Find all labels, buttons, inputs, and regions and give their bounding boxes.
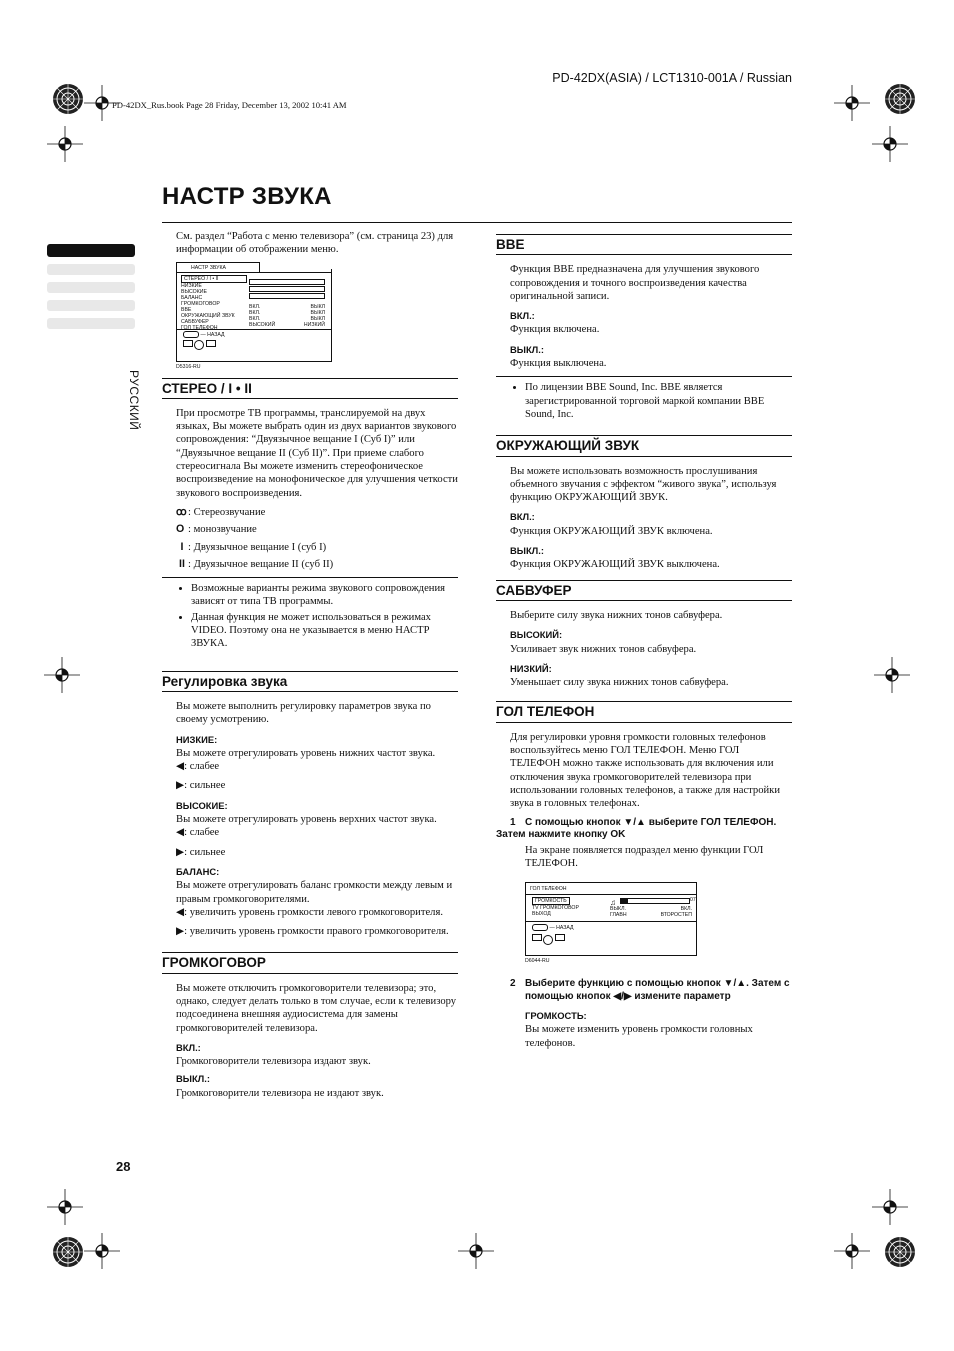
crosshair-mark: [45, 1187, 85, 1227]
left-arrow-icon: ◀: [176, 906, 185, 918]
screen-code: D5316-RU: [176, 363, 201, 370]
surround-off-text: Функция ОКРУЖАЮЩИЙ ЗВУК выключена.: [510, 559, 720, 571]
headphone-item-selected: ГРОМКОСТЬ: [532, 897, 570, 905]
note-item: • Возможные варианты режима звукового сопровождения зависят от типа ТВ программы.: [191, 582, 458, 609]
balance-label: БАЛАНС:: [176, 865, 220, 877]
bbe-notes: [496, 376, 792, 421]
volume-text: Вы можете изменить уровень громкости головных телефонов.: [525, 1024, 753, 1049]
high-label: ВЫСОКИЕ:: [176, 799, 228, 811]
dpad-icon: [194, 340, 204, 350]
note-item: • Данная функция не может использоваться в режимах VIDEO. Поэтому она не указывается в меню НАСТР ЗВУКА.: [191, 611, 458, 651]
high-text: Вы можете отрегулировать уровень верхних частот звука.: [176, 814, 437, 826]
dpad-icon: [543, 935, 553, 945]
side-tab: [47, 318, 135, 329]
menu-item-selected: СТЕРЕО / I • II: [181, 275, 247, 283]
menu-item: БАЛАНС: [181, 294, 203, 301]
low-label: НИЗКИЕ:: [176, 733, 218, 745]
subwoofer-high-label: ВЫСОКИЙ:: [510, 629, 563, 641]
left-column: См. раздел “Работа с меню телевизора” (см. страница 23) для информации об отображении меню. НАСТР ЗВУКА СТЕРЕО / I • II НИЗКИЕ ВЫСОКИЕ БАЛАНС ГРОМКОГОВОР BBE ОКРУЖАЮЩИЙ ЗВУК САБВУФЕР ГОЛ ТЕЛЕФОН ВКЛ. ВЫКЛ ВКЛ. ВЫКЛ ВКЛ. ВЫКЛ ВЫСОКИЙ НИЗКИЙ — НАЗАД D5316-RU СТЕРЕО / I • II При просмотре ТВ программы, транслируемой на двух языках, Вы можете выбрать один из двух вариантов звукового сопровождения: “Двуязычное вещание I (Суб I)” или “Двуязычное вещание II (Суб II)”. При приеме слабого стереосигнала Вы можете изменить стереофоническое воспроизведение на монофоническое для улучшения четкости звукового воспроизведения. ꝏ: Стереозвучание O : монозвучание I : Двуязычное вещание I (суб I) II : Двуязычное вещание II (суб II) • Возможные варианты режима звукового сопровождения зависят от типа ТВ программы. • Данная функция не может использоваться в режимах VIDEO. Поэтому она не указывается в меню НАСТР ЗВУКА. Регулировка звука Вы можете выполнить регулировку параметров звука по своему усмотрению. НИЗКИЕ: Вы можете отрегулировать уровень нижних частот звука. ◀: слабее ▶: сильнее ВЫСОКИЕ: Вы можете отрегулировать уровень верхних частот звука. ◀: слабее ▶: сильнее БАЛАНС: Вы можете отрегулировать баланс громкости между левым и правым громкоговорителями. ◀: увеличить уровень громкости левого громкоговорителя. ▶: увеличить уровень громкости правого громкоговорителя. ГРОМКОГОВОР Вы можете отключить громкоговорители телевизора; это, однако, следует делать только в том случае, если к телевизору подсоединена внешняя аудиосистема для замены громкоговорителей телевизора. ВКЛ.: Громкоговорители телевизора издают звук. ВЫКЛ.: Громкоговорители телевизора не издают звук.: [162, 230, 458, 1100]
crosshair-mark: [832, 83, 872, 123]
headphone-item: TV ГРОМКОГОВОР: [532, 905, 579, 912]
menu-item: BBE: [181, 306, 192, 313]
crosshair-mark: [870, 124, 910, 164]
bbe-off-text: Функция выключена.: [510, 358, 607, 370]
back-hint: — НАЗАД: [532, 924, 574, 931]
audio-mode-legend: ꝏ: Стереозвучание O : монозвучание I : Двуязычное вещание I (суб I) II : Двуязычное вещание II (суб II): [176, 505, 334, 570]
right-arrow-icon: ▶: [176, 926, 185, 938]
crosshair-mark: [82, 83, 122, 123]
dual-one-icon: I: [180, 540, 184, 553]
crosshair-mark: [872, 655, 912, 695]
menu-item: ВЫСОКИЕ: [181, 288, 207, 295]
speaker-off-label: ВЫКЛ.:: [176, 1073, 210, 1085]
side-tab: [47, 264, 135, 275]
balance-text: Вы можете отрегулировать баланс громкости между левым и правым громкоговорителями.: [176, 880, 453, 905]
document-id: PD-42DX(ASIA) / LCT1310-001A / Russian: [552, 71, 792, 85]
ok-icon: [206, 340, 216, 347]
speaker-off-text: Громкоговорители телевизора не издают звук.: [176, 1087, 384, 1099]
stereo-notes: [162, 577, 458, 650]
option-main: ГЛАВН: [610, 912, 627, 919]
back-hint: — НАЗАД: [183, 331, 225, 338]
headphone-menu-screen: [525, 882, 697, 956]
crop-target-mark: [880, 79, 920, 119]
remote-button-icon: [183, 331, 199, 338]
surround-on-label: ВКЛ.:: [510, 511, 535, 523]
volume-bar: [620, 898, 690, 904]
book-line: PD-42DX_Rus.book Page 28 Friday, December 13, 2002 10:41 AM: [112, 100, 347, 110]
section-heading-speaker: ГРОМКОГОВОР: [162, 952, 458, 973]
sound-menu-screen: [176, 264, 332, 362]
nav-hint: [532, 934, 565, 945]
section-heading-adjust: Регулировка звука: [162, 671, 458, 692]
language-label: РУССКИЙ: [127, 370, 141, 431]
title-divider: [162, 222, 792, 223]
surround-on-text: Функция ОКРУЖАЮЩИЙ ЗВУК включена.: [510, 525, 713, 537]
crosshair-mark: [870, 1187, 910, 1227]
step-2: 2 Выберите функцию с помощью кнопок ▼/▲. Затем с помощью кнопок ◀/▶ измените параметр: [510, 978, 790, 1002]
speaker-text: Вы можете отключить громкоговорители телевизора; это, однако, следует делать только в том случае, если к телевизору подсоединена внешняя аудиосистема для замены громкоговорителей телевизора.: [176, 982, 457, 1034]
bbe-on-text: Функция включена.: [510, 324, 600, 336]
crosshair-mark: [832, 1231, 872, 1271]
section-heading-headphone: ГОЛ ТЕЛЕФОН: [496, 701, 792, 722]
stereo-icon: ꝏ: [176, 505, 187, 518]
surround-text: Вы можете использовать возможность прослушивания объемного звучания с эффектом “живого звука”, используя функцию ОКРУЖАЮЩИЙ ЗВУК.: [510, 465, 777, 504]
menu-item: НИЗКИЕ: [181, 282, 202, 289]
crosshair-mark: [42, 655, 82, 695]
screen-code: D6044-RU: [525, 958, 550, 965]
menu-item: САБВУФЕР: [181, 318, 209, 325]
bbe-on-label: ВКЛ.:: [510, 310, 535, 322]
option-secondary: ВТОРОСТЕП: [660, 912, 692, 919]
crosshair-mark: [82, 1231, 122, 1271]
step-1: 1 С помощью кнопок ▼/▲ выберите ГОЛ ТЕЛЕФОН. Затем нажмите кнопку OK: [496, 816, 777, 840]
speaker-on-text: Громкоговорители телевизора издают звук.: [176, 1056, 371, 1068]
section-heading-bbe: BBE: [496, 234, 792, 255]
ok-icon: [555, 934, 565, 941]
remote-button-icon: [532, 924, 548, 931]
mono-icon: O: [176, 523, 185, 536]
menu-values: ВКЛ. ВЫКЛ ВКЛ. ВЫКЛ ВКЛ. ВЫКЛ ВЫСОКИЙ НИЗКИЙ: [249, 303, 325, 328]
headphone-text: Для регулировки уровня громкости головных телефонов воспользуйтесь меню ГОЛ ТЕЛЕФОН. Меню ГОЛ ТЕЛЕФОН можно также использовать для включения или отключения звука громкоговорителей телевизора при использовании головных телефонов, а также для настройки звука в головных телефонах.: [510, 731, 780, 810]
right-arrow-icon: ▶: [176, 846, 185, 858]
page-number: 28: [116, 1159, 131, 1174]
side-tab-active: [47, 244, 135, 257]
subwoofer-high-text: Усиливает звук нижних тонов сабвуфера.: [510, 643, 697, 655]
subwoofer-low-text: Уменьшает силу звука нижних тонов сабвуфера.: [510, 677, 729, 689]
section-heading-subwoofer: САБВУФЕР: [496, 580, 792, 601]
menu-item: ОКРУЖАЮЩИЙ ЗВУК: [181, 312, 235, 319]
menu-item: ГРОМКОГОВОР: [181, 300, 220, 307]
speaker-on-label: ВКЛ.:: [176, 1041, 201, 1053]
surround-off-label: ВЫКЛ.:: [510, 545, 544, 557]
menu-screen-title: НАСТР ЗВУКА: [176, 262, 260, 273]
menu-level-bars: [249, 279, 325, 297]
left-arrow-icon: ◀: [176, 761, 185, 773]
option-off: ВЫКЛ.: [610, 906, 626, 913]
page-title: НАСТР ЗВУКА: [162, 183, 332, 210]
bbe-text: Функция BBE предназначена для улучшения звукового сопровождения и точного воспроизведения качества оригинальной записи.: [510, 264, 760, 302]
intro-text: См. раздел “Работа с меню телевизора” (см. страница 23) для информации об отображении меню.: [176, 231, 454, 256]
dual-two-icon: II: [179, 557, 185, 570]
tv-icon: [532, 934, 542, 941]
headphone-icon: ♫: [610, 898, 616, 908]
volume-label: ГРОМКОСТЬ:: [525, 1010, 587, 1022]
volume-level: 07: [690, 897, 696, 904]
section-heading-stereo: СТЕРЕО / I • II: [162, 378, 458, 399]
crop-target-mark: [880, 1232, 920, 1272]
left-arrow-icon: ◀: [176, 827, 185, 839]
tv-icon: [183, 340, 193, 347]
option-on: ВКЛ.: [680, 906, 692, 913]
low-text: Вы можете отрегулировать уровень нижних частот звука.: [176, 747, 436, 759]
right-column: [496, 230, 792, 1050]
bbe-off-label: ВЫКЛ.:: [510, 343, 544, 355]
section-heading-surround: ОКРУЖАЮЩИЙ ЗВУК: [496, 435, 792, 456]
ok-button-icon: OK: [610, 829, 626, 840]
adjust-text: Вы можете выполнить регулировку параметров звука по своему усмотрению.: [176, 700, 431, 726]
headphone-screen-title: ГОЛ ТЕЛЕФОН: [530, 886, 567, 893]
menu-item-list: [181, 275, 247, 331]
step-1-note: На экране появляется подраздел меню функции ГОЛ ТЕЛЕФОН.: [525, 844, 764, 869]
side-tab: [47, 300, 135, 311]
crosshair-mark: [45, 124, 85, 164]
right-arrow-icon: ▶: [176, 780, 185, 792]
side-tab: [47, 282, 135, 293]
nav-hint: [183, 340, 216, 351]
stereo-text: При просмотре ТВ программы, транслируемой на двух языках, Вы можете выбрать один из двух вариантов звукового сопровождения: “Двуязычное вещание I (Суб I)” или “Двуязычное вещание II (Суб II)”. При приеме слабого стереосигнала Вы можете изменить стереофоническое воспроизведение на монофоническое для улучшения четкости звукового воспроизведения.: [176, 407, 458, 499]
subwoofer-low-label: НИЗКИЙ:: [510, 662, 552, 674]
note-item: • По лицензии BBE Sound, Inc. BBE является зарегистрированной торговой маркой компании BBE Sound, Inc.: [525, 381, 792, 421]
headphone-item: ВЫХОД: [532, 911, 551, 918]
subwoofer-text: Выберите силу звука нижних тонов сабвуфера.: [510, 609, 723, 621]
crosshair-mark: [456, 1231, 496, 1271]
menu-item: ГОЛ ТЕЛЕФОН: [181, 324, 218, 331]
